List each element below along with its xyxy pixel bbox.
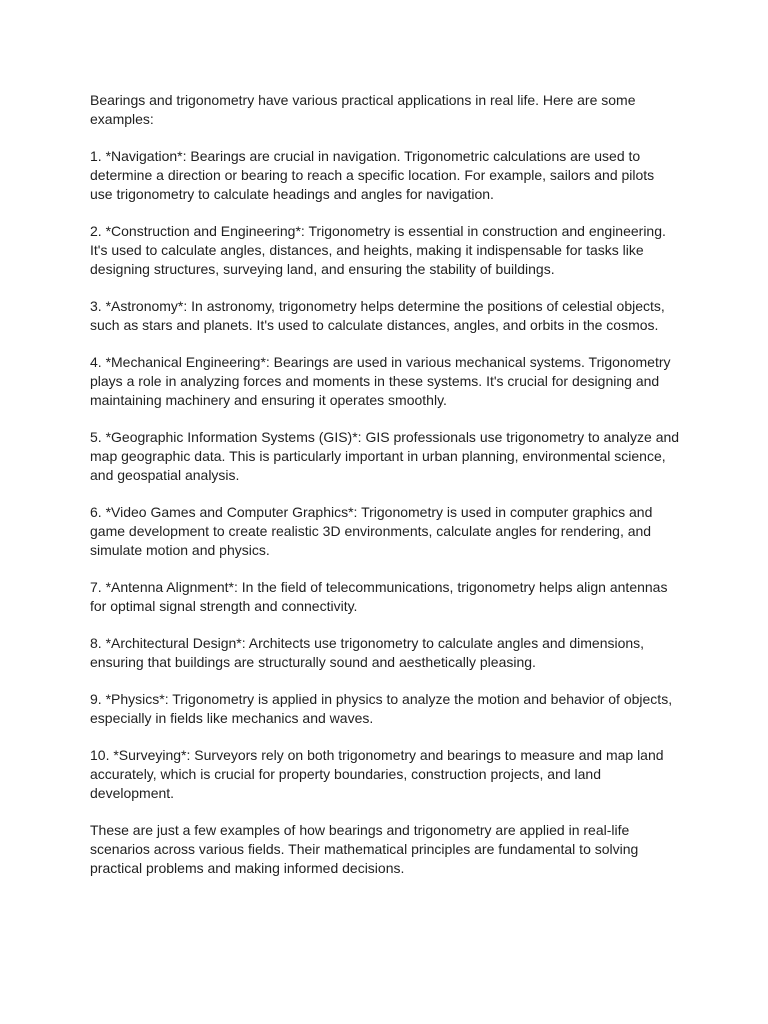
list-item-architecture: 8. *Architectural Design*: Architects use trigonometry to calculate angles and dimensions, ensuring that buildings are structurally sound and aesthetically pleasing. [90,635,645,670]
conclusion-paragraph: These are just a few examples of how bearings and trigonometry are applied in real-life scenarios across various fields. Their mathematical principles are fundamental to solving practical problems and making informed decisions. [90,822,639,876]
list-item-astronomy: 3. *Astronomy*: In astronomy, trigonometry helps determine the positions of celestial objects, such as stars and planets. It's used to calculate distances, angles, and orbits in the cosmos. [90,298,665,333]
list-item-construction: 2. *Construction and Engineering*: Trigonometry is essential in construction and engineering. It's used to calculate angles, distances, and heights, making it indispensable for tasks like designing structures, surveying land, and ensuring the stability of buildings. [90,223,666,277]
list-item-navigation: 1. *Navigation*: Bearings are crucial in navigation. Trigonometric calculations are used to determine a direction or bearing to reach a specific location. For example, sailors and pilots use trigonometry to calculate headings and angles for navigation. [90,148,655,202]
list-item-video-games: 6. *Video Games and Computer Graphics*: Trigonometry is used in computer graphics and game development to create realistic 3D environments, calculate angles for rendering, and simulate motion and physics. [90,504,653,558]
list-item-physics: 9. *Physics*: Trigonometry is applied in physics to analyze the motion and behavior of objects, especially in fields like mechanics and waves. [90,691,673,726]
list-item-surveying: 10. *Surveying*: Surveyors rely on both trigonometry and bearings to measure and map land accurately, which is crucial for property boundaries, construction projects, and land development. [90,747,664,801]
list-item-gis: 5. *Geographic Information Systems (GIS)*: GIS professionals use trigonometry to analyze and map geographic data. This is particularly important in urban planning, environmental science, and geospatial analysis. [90,429,680,483]
document-page [90,91,680,896]
list-item-mechanical: 4. *Mechanical Engineering*: Bearings are used in various mechanical systems. Trigonometry plays a role in analyzing forces and moments in these systems. It's crucial for designing and maintaining machinery and ensuring it operates smoothly. [90,354,671,408]
intro-paragraph: Bearings and trigonometry have various practical applications in real life. Here are some examples: [90,92,636,127]
list-item-antenna: 7. *Antenna Alignment*: In the field of telecommunications, trigonometry helps align antennas for optimal signal strength and connectivity. [90,579,668,614]
